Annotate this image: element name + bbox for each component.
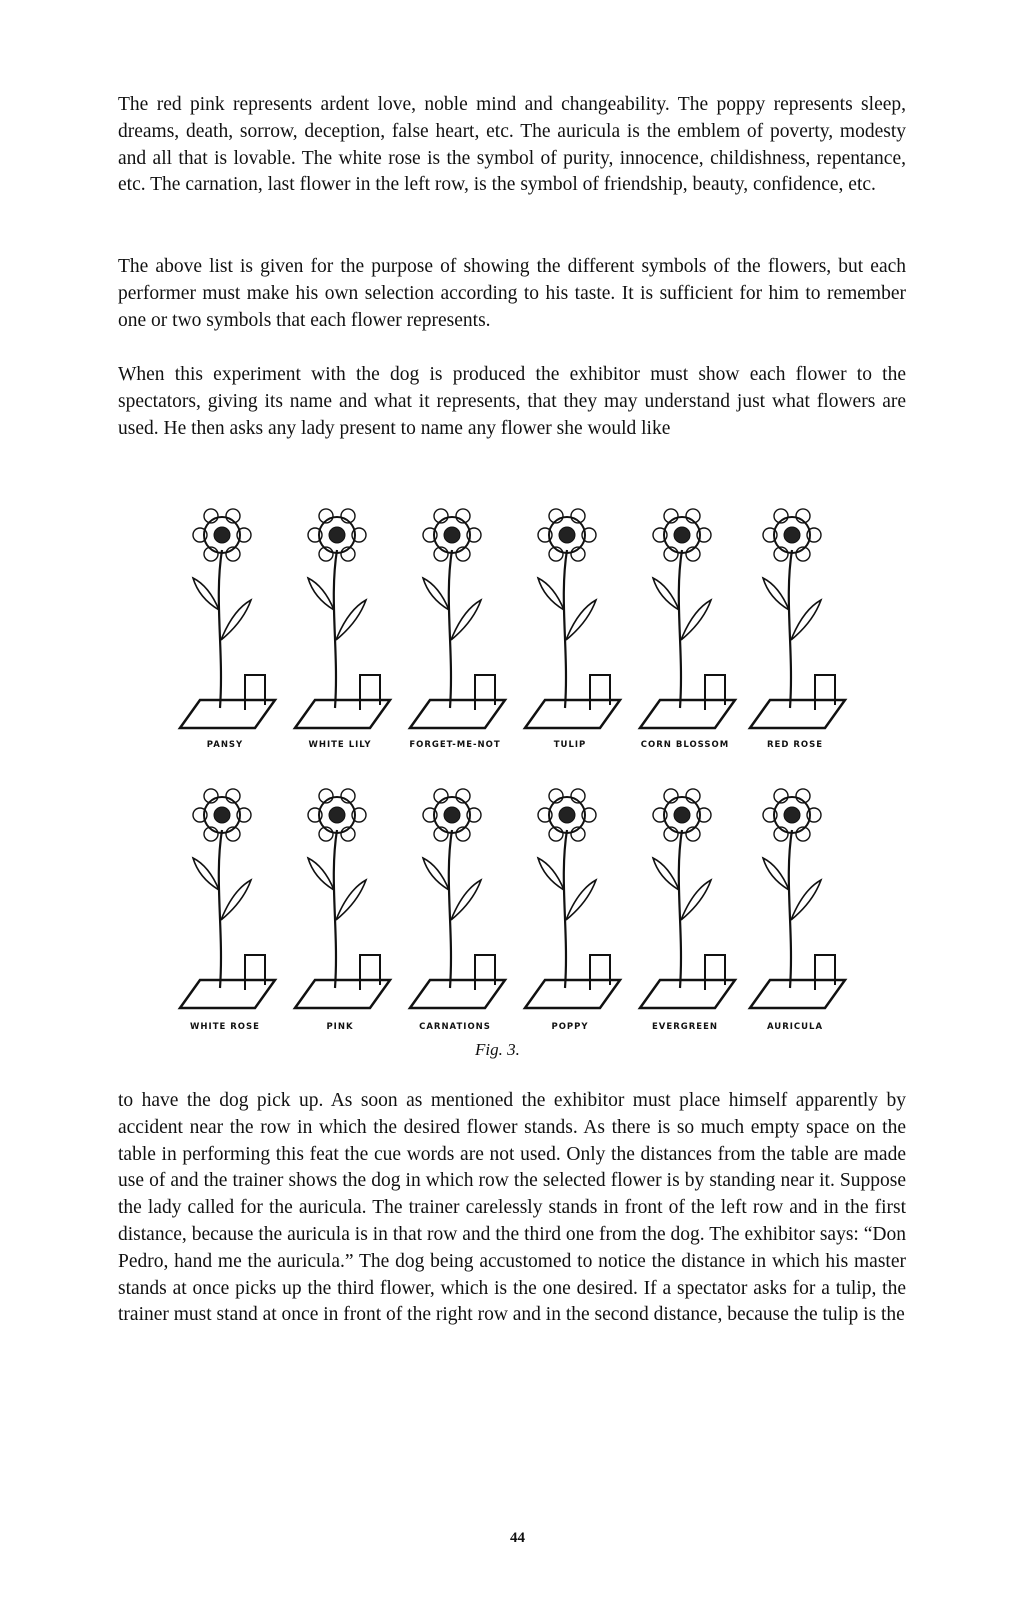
paragraph-experiment-intro: When this experiment with the dog is produced the exhibitor must show each flower to the spectators, giving its name and what it represents, that they may understand just what flowers are used. He then asks any lady present to name any flower she would like (118, 364, 906, 439)
flower-stand-0-3 (525, 509, 620, 728)
flower-stand-1-0 (180, 789, 275, 1008)
flower-stand-1-1 (295, 789, 390, 1008)
figure-flower-stands (175, 495, 875, 1075)
flower-caption: FORGET-ME-NOT (409, 740, 501, 750)
flower-caption: POPPY (551, 1022, 589, 1032)
flower-stands-illustration (175, 495, 875, 1075)
flower-caption: RED ROSE (766, 740, 824, 750)
flower-caption: WHITE ROSE (190, 1022, 260, 1032)
paragraph-dog-performance: to have the dog pick up. As soon as mentioned the exhibitor must place himself apparently by accident near the row in which the desired flower stands. As there is so much empty space on the table in performing this feat the cue words are not used. Only the distances from the table are made use of and the trainer shows the dog in which row the selected flower is by standing near it. Suppose the lady called for the auricula. The trainer carelessly stands in front of the left row and in the first distance, because the auricula is in that row and the third one from the dog. The exhibitor says: “Don Pedro, hand me the auricula.” The dog being accustomed to notice the distance in which his master stands at once picks up the third flower, which is the one desired. If a spectator asks for a tulip, the trainer must stand at once in front of the right row and in the second distance, because the tulip is the (118, 1090, 906, 1326)
flower-stand-1-2 (410, 789, 505, 1008)
paragraph-list-purpose: The above list is given for the purpose of showing the different symbols of the flowers, but each performer must make his own selection according to his taste. It is sufficient for him to remember one or two symbols that each flower represents. (118, 256, 906, 331)
flower-caption: TULIP (553, 740, 587, 750)
paragraph-flower-symbols: The red pink represents ardent love, noble mind and changeability. The poppy represents sleep, dreams, death, sorrow, deception, false heart, etc. The auricula is the emblem of poverty, modesty and all that is lovable. The white rose is the symbol of purity, innocence, childishness, repentance, etc. The carnation, last flower in the left row, is the symbol of friendship, beauty, confidence, etc. (118, 94, 906, 196)
flower-stand-0-2 (410, 509, 505, 728)
flower-stand-0-1 (295, 509, 390, 728)
flower-stand-1-4 (640, 789, 735, 1008)
flower-caption: AURICULA (766, 1022, 824, 1032)
flower-caption: WHITE LILY (308, 740, 372, 750)
flower-stand-0-0 (180, 509, 275, 728)
flower-caption: EVERGREEN (652, 1022, 718, 1032)
flower-stand-0-5 (750, 509, 845, 728)
flower-stand-0-4 (640, 509, 735, 728)
flower-caption: CORN BLOSSOM (640, 740, 730, 750)
page-number: 44 (510, 1530, 525, 1546)
flower-caption: PINK (326, 1022, 354, 1032)
flower-stand-1-5 (750, 789, 845, 1008)
figure-label: Fig. 3. (475, 1040, 520, 1059)
flower-stand-1-3 (525, 789, 620, 1008)
flower-caption: CARNATIONS (419, 1022, 491, 1032)
flower-caption: PANSY (206, 740, 244, 750)
